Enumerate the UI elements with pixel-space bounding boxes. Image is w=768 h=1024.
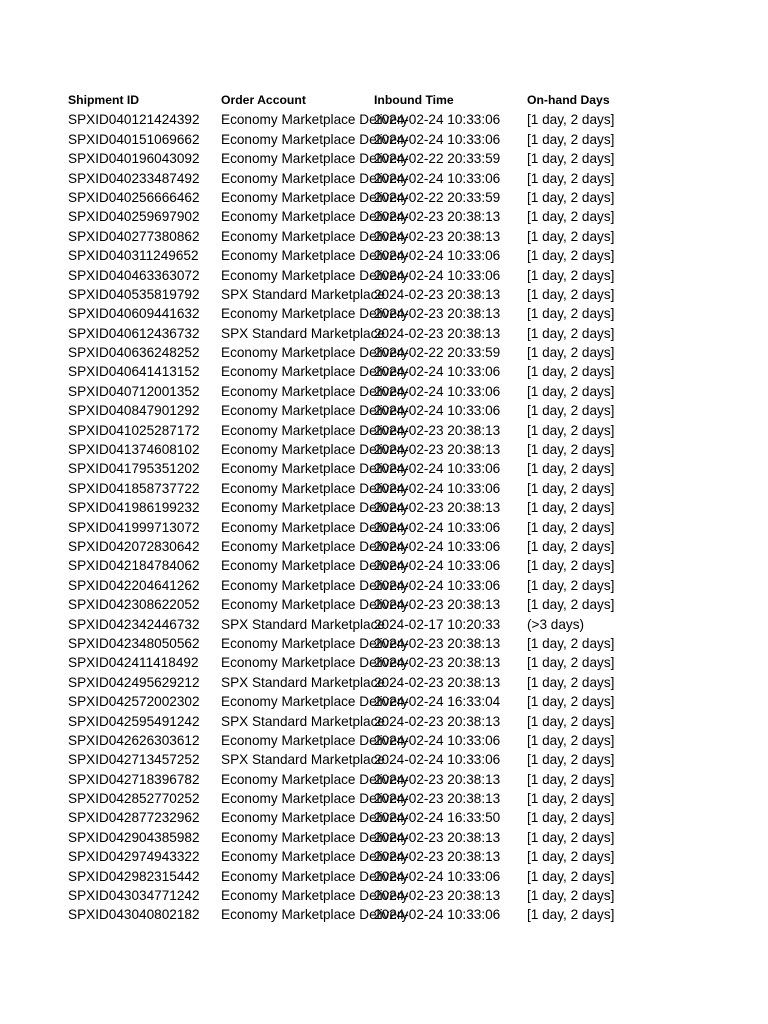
shipment-id-cell: SPXID040196043092 <box>68 151 200 167</box>
shipment-id-cell: SPXID041858737722 <box>68 480 200 496</box>
table-row <box>68 789 688 808</box>
table-row <box>68 246 688 265</box>
inbound-time-cell: 2024-02-24 16:33:04 <box>374 694 501 710</box>
table-row <box>68 905 688 924</box>
order-account-cell: Economy Marketplace Delivery <box>221 306 409 322</box>
on-hand-days-cell: [1 day, 2 days] <box>527 112 615 128</box>
shipment-id-cell: SPXID041795351202 <box>68 461 200 477</box>
order-account-cell: Economy Marketplace Delivery <box>221 189 409 205</box>
order-account-cell: Economy Marketplace Delivery <box>221 791 409 807</box>
shipment-id-cell: SPXID040277380862 <box>68 228 200 244</box>
order-account-cell: Economy Marketplace Delivery <box>221 422 409 438</box>
order-account-cell: Economy Marketplace Delivery <box>221 383 409 399</box>
order-account-cell: Economy Marketplace Delivery <box>221 771 409 787</box>
order-account-cell: Economy Marketplace Delivery <box>221 577 409 593</box>
table-row <box>68 304 688 323</box>
on-hand-days-cell: [1 day, 2 days] <box>527 597 615 613</box>
order-account-cell: SPX Standard Marketplace <box>221 325 385 341</box>
table-row <box>68 867 688 886</box>
on-hand-days-cell: [1 day, 2 days] <box>527 151 615 167</box>
shipment-id-cell: SPXID040712001352 <box>68 383 200 399</box>
inbound-time-cell: 2024-02-23 20:38:13 <box>374 442 501 458</box>
inbound-time-cell: 2024-02-24 10:33:06 <box>374 519 501 535</box>
inbound-time-cell: 2024-02-23 20:38:13 <box>374 209 501 225</box>
on-hand-days-cell: [1 day, 2 days] <box>527 461 615 477</box>
shipment-id-cell: SPXID041025287172 <box>68 422 200 438</box>
shipment-id-cell: SPXID042877232962 <box>68 810 200 826</box>
inbound-time-cell: 2024-02-24 10:33:06 <box>374 480 501 496</box>
on-hand-days-cell: [1 day, 2 days] <box>527 655 615 671</box>
table-row <box>68 828 688 847</box>
shipment-id-cell: SPXID040233487492 <box>68 170 200 186</box>
on-hand-days-cell: [1 day, 2 days] <box>527 248 615 264</box>
shipment-id-cell: SPXID041374608102 <box>68 442 200 458</box>
on-hand-days-cell: [1 day, 2 days] <box>527 635 615 651</box>
shipment-id-cell: SPXID040535819792 <box>68 286 200 302</box>
table-row <box>68 459 688 478</box>
order-account-cell: Economy Marketplace Delivery <box>221 267 409 283</box>
table-row <box>68 750 688 769</box>
on-hand-days-cell: [1 day, 2 days] <box>527 131 615 147</box>
shipment-id-cell: SPXID040151069662 <box>68 131 200 147</box>
on-hand-days-cell: [1 day, 2 days] <box>527 849 615 865</box>
inbound-time-cell: 2024-02-24 10:33:06 <box>374 248 501 264</box>
shipment-id-cell: SPXID042342446732 <box>68 616 200 632</box>
order-account-cell: Economy Marketplace Delivery <box>221 810 409 826</box>
on-hand-days-cell: [1 day, 2 days] <box>527 170 615 186</box>
inbound-time-cell: 2024-02-24 10:33:06 <box>374 364 501 380</box>
shipment-id-cell: SPXID042072830642 <box>68 538 200 554</box>
table-row <box>68 712 688 731</box>
inbound-time-cell: 2024-02-24 10:33:06 <box>374 461 501 477</box>
table-body <box>68 110 688 924</box>
table-row <box>68 130 688 149</box>
on-hand-days-cell: [1 day, 2 days] <box>527 868 615 884</box>
order-account-cell: Economy Marketplace Delivery <box>221 209 409 225</box>
order-account-cell: SPX Standard Marketplace <box>221 713 385 729</box>
inbound-time-cell: 2024-02-23 20:38:13 <box>374 422 501 438</box>
table-row <box>68 595 688 614</box>
shipment-id-cell: SPXID043034771242 <box>68 888 200 904</box>
table-row <box>68 886 688 905</box>
order-account-cell: Economy Marketplace Delivery <box>221 442 409 458</box>
table-row <box>68 207 688 226</box>
shipment-id-cell: SPXID040259697902 <box>68 209 200 225</box>
on-hand-days-cell: [1 day, 2 days] <box>527 403 615 419</box>
table-row <box>68 808 688 827</box>
shipment-id-cell: SPXID042852770252 <box>68 791 200 807</box>
table-row <box>68 421 688 440</box>
order-account-cell: Economy Marketplace Delivery <box>221 694 409 710</box>
table-row <box>68 149 688 168</box>
inbound-time-cell: 2024-02-24 10:33:06 <box>374 868 501 884</box>
inbound-time-cell: 2024-02-24 10:33:06 <box>374 267 501 283</box>
table-row <box>68 382 688 401</box>
on-hand-days-cell: [1 day, 2 days] <box>527 810 615 826</box>
on-hand-days-cell: [1 day, 2 days] <box>527 364 615 380</box>
on-hand-days-cell: [1 day, 2 days] <box>527 694 615 710</box>
table-row <box>68 615 688 634</box>
table-row <box>68 479 688 498</box>
inbound-time-cell: 2024-02-24 10:33:06 <box>374 403 501 419</box>
table-row <box>68 634 688 653</box>
shipment-id-cell: SPXID040636248252 <box>68 345 200 361</box>
shipment-id-cell: SPXID042348050562 <box>68 635 200 651</box>
inbound-time-cell: 2024-02-23 20:38:13 <box>374 771 501 787</box>
order-account-cell: Economy Marketplace Delivery <box>221 170 409 186</box>
inbound-time-cell: 2024-02-24 10:33:06 <box>374 131 501 147</box>
shipment-id-cell: SPXID043040802182 <box>68 907 200 923</box>
on-hand-days-cell: [1 day, 2 days] <box>527 558 615 574</box>
column-header-shipment-id: Shipment ID <box>68 93 140 107</box>
order-account-cell: Economy Marketplace Delivery <box>221 345 409 361</box>
order-account-cell: Economy Marketplace Delivery <box>221 868 409 884</box>
on-hand-days-cell: [1 day, 2 days] <box>527 228 615 244</box>
order-account-cell: Economy Marketplace Delivery <box>221 732 409 748</box>
table-row <box>68 227 688 246</box>
order-account-cell: Economy Marketplace Delivery <box>221 248 409 264</box>
shipment-id-cell: SPXID042982315442 <box>68 868 200 884</box>
inbound-time-cell: 2024-02-17 10:20:33 <box>374 616 501 632</box>
on-hand-days-cell: [1 day, 2 days] <box>527 771 615 787</box>
inbound-time-cell: 2024-02-23 20:38:13 <box>374 306 501 322</box>
order-account-cell: SPX Standard Marketplace <box>221 752 385 768</box>
shipment-id-cell: SPXID042308622052 <box>68 597 200 613</box>
on-hand-days-cell: [1 day, 2 days] <box>527 189 615 205</box>
table-row <box>68 110 688 129</box>
inbound-time-cell: 2024-02-24 10:33:06 <box>374 558 501 574</box>
table-row <box>68 731 688 750</box>
on-hand-days-cell: [1 day, 2 days] <box>527 519 615 535</box>
column-header-order-account: Order Account <box>221 93 306 107</box>
shipment-id-cell: SPXID042204641262 <box>68 577 200 593</box>
order-account-cell: Economy Marketplace Delivery <box>221 151 409 167</box>
shipment-id-cell: SPXID042718396782 <box>68 771 200 787</box>
order-account-cell: Economy Marketplace Delivery <box>221 403 409 419</box>
order-account-cell: Economy Marketplace Delivery <box>221 500 409 516</box>
inbound-time-cell: 2024-02-23 20:38:13 <box>374 713 501 729</box>
shipment-id-cell: SPXID040609441632 <box>68 306 200 322</box>
table-row <box>68 576 688 595</box>
table-row <box>68 518 688 537</box>
shipment-id-cell: SPXID042974943322 <box>68 849 200 865</box>
table-row <box>68 770 688 789</box>
shipment-id-cell: SPXID042595491242 <box>68 713 200 729</box>
inbound-time-cell: 2024-02-23 20:38:13 <box>374 655 501 671</box>
shipment-id-cell: SPXID040641413152 <box>68 364 200 380</box>
inbound-time-cell: 2024-02-24 10:33:06 <box>374 538 501 554</box>
shipment-id-cell: SPXID040256666462 <box>68 189 200 205</box>
table-row <box>68 692 688 711</box>
on-hand-days-cell: [1 day, 2 days] <box>527 752 615 768</box>
order-account-cell: Economy Marketplace Delivery <box>221 461 409 477</box>
shipment-id-cell: SPXID042904385982 <box>68 829 200 845</box>
order-account-cell: Economy Marketplace Delivery <box>221 519 409 535</box>
on-hand-days-cell: [1 day, 2 days] <box>527 480 615 496</box>
inbound-time-cell: 2024-02-24 10:33:06 <box>374 732 501 748</box>
order-account-cell: Economy Marketplace Delivery <box>221 538 409 554</box>
inbound-time-cell: 2024-02-23 20:38:13 <box>374 597 501 613</box>
column-header-inbound-time: Inbound Time <box>374 93 454 107</box>
inbound-time-cell: 2024-02-24 10:33:06 <box>374 112 501 128</box>
inbound-time-cell: 2024-02-23 20:38:13 <box>374 791 501 807</box>
shipment-id-cell: SPXID042626303612 <box>68 732 200 748</box>
table-row <box>68 498 688 517</box>
order-account-cell: Economy Marketplace Delivery <box>221 597 409 613</box>
table-row <box>68 673 688 692</box>
on-hand-days-cell: (>3 days) <box>527 616 585 632</box>
on-hand-days-cell: [1 day, 2 days] <box>527 577 615 593</box>
table-row <box>68 440 688 459</box>
on-hand-days-cell: [1 day, 2 days] <box>527 674 615 690</box>
on-hand-days-cell: [1 day, 2 days] <box>527 888 615 904</box>
inbound-time-cell: 2024-02-23 20:38:13 <box>374 674 501 690</box>
order-account-cell: Economy Marketplace Delivery <box>221 480 409 496</box>
shipment-id-cell: SPXID042713457252 <box>68 752 200 768</box>
order-account-cell: Economy Marketplace Delivery <box>221 849 409 865</box>
shipment-id-cell: SPXID040311249652 <box>68 248 199 264</box>
order-account-cell: Economy Marketplace Delivery <box>221 228 409 244</box>
order-account-cell: Economy Marketplace Delivery <box>221 112 409 128</box>
table-header-row <box>68 91 688 110</box>
shipment-id-cell: SPXID042411418492 <box>68 655 199 671</box>
shipment-id-cell: SPXID040121424392 <box>68 112 200 128</box>
order-account-cell: Economy Marketplace Delivery <box>221 558 409 574</box>
shipment-id-cell: SPXID042495629212 <box>68 674 200 690</box>
table-row <box>68 362 688 381</box>
inbound-time-cell: 2024-02-24 16:33:50 <box>374 810 501 826</box>
table-row <box>68 266 688 285</box>
order-account-cell: SPX Standard Marketplace <box>221 616 385 632</box>
order-account-cell: Economy Marketplace Delivery <box>221 635 409 651</box>
table-row <box>68 556 688 575</box>
on-hand-days-cell: [1 day, 2 days] <box>527 538 615 554</box>
on-hand-days-cell: [1 day, 2 days] <box>527 345 615 361</box>
shipment-id-cell: SPXID040463363072 <box>68 267 200 283</box>
order-account-cell: Economy Marketplace Delivery <box>221 888 409 904</box>
shipment-id-cell: SPXID040847901292 <box>68 403 200 419</box>
on-hand-days-cell: [1 day, 2 days] <box>527 791 615 807</box>
inbound-time-cell: 2024-02-24 10:33:06 <box>374 383 501 399</box>
on-hand-days-cell: [1 day, 2 days] <box>527 422 615 438</box>
inbound-time-cell: 2024-02-22 20:33:59 <box>374 151 501 167</box>
table-row <box>68 537 688 556</box>
on-hand-days-cell: [1 day, 2 days] <box>527 442 615 458</box>
on-hand-days-cell: [1 day, 2 days] <box>527 286 615 302</box>
table-row <box>68 401 688 420</box>
inbound-time-cell: 2024-02-23 20:38:13 <box>374 888 501 904</box>
table-row <box>68 324 688 343</box>
order-account-cell: Economy Marketplace Delivery <box>221 829 409 845</box>
inbound-time-cell: 2024-02-23 20:38:13 <box>374 635 501 651</box>
shipment-id-cell: SPXID042184784062 <box>68 558 200 574</box>
table-row <box>68 188 688 207</box>
on-hand-days-cell: [1 day, 2 days] <box>527 500 615 516</box>
on-hand-days-cell: [1 day, 2 days] <box>527 829 615 845</box>
on-hand-days-cell: [1 day, 2 days] <box>527 732 615 748</box>
on-hand-days-cell: [1 day, 2 days] <box>527 325 615 341</box>
table-row <box>68 285 688 304</box>
shipment-table <box>68 91 688 925</box>
on-hand-days-cell: [1 day, 2 days] <box>527 267 615 283</box>
on-hand-days-cell: [1 day, 2 days] <box>527 907 615 923</box>
shipment-id-cell: SPXID041999713072 <box>68 519 200 535</box>
table-row <box>68 653 688 672</box>
on-hand-days-cell: [1 day, 2 days] <box>527 713 615 729</box>
order-account-cell: SPX Standard Marketplace <box>221 286 385 302</box>
on-hand-days-cell: [1 day, 2 days] <box>527 209 615 225</box>
inbound-time-cell: 2024-02-24 10:33:06 <box>374 752 501 768</box>
column-header-on-hand-days: On-hand Days <box>527 93 610 107</box>
order-account-cell: Economy Marketplace Delivery <box>221 907 409 923</box>
inbound-time-cell: 2024-02-24 10:33:06 <box>374 170 501 186</box>
shipment-id-cell: SPXID041986199232 <box>68 500 200 516</box>
table-row <box>68 343 688 362</box>
inbound-time-cell: 2024-02-24 10:33:06 <box>374 907 501 923</box>
on-hand-days-cell: [1 day, 2 days] <box>527 383 615 399</box>
inbound-time-cell: 2024-02-23 20:38:13 <box>374 500 501 516</box>
inbound-time-cell: 2024-02-22 20:33:59 <box>374 189 501 205</box>
table-row <box>68 847 688 866</box>
on-hand-days-cell: [1 day, 2 days] <box>527 306 615 322</box>
inbound-time-cell: 2024-02-23 20:38:13 <box>374 849 501 865</box>
order-account-cell: Economy Marketplace Delivery <box>221 655 409 671</box>
table-row <box>68 169 688 188</box>
order-account-cell: SPX Standard Marketplace <box>221 674 385 690</box>
inbound-time-cell: 2024-02-24 10:33:06 <box>374 577 501 593</box>
order-account-cell: Economy Marketplace Delivery <box>221 131 409 147</box>
inbound-time-cell: 2024-02-23 20:38:13 <box>374 829 501 845</box>
inbound-time-cell: 2024-02-23 20:38:13 <box>374 286 501 302</box>
shipment-id-cell: SPXID040612436732 <box>68 325 200 341</box>
shipment-id-cell: SPXID042572002302 <box>68 694 200 710</box>
inbound-time-cell: 2024-02-23 20:38:13 <box>374 228 501 244</box>
inbound-time-cell: 2024-02-22 20:33:59 <box>374 345 501 361</box>
inbound-time-cell: 2024-02-23 20:38:13 <box>374 325 501 341</box>
order-account-cell: Economy Marketplace Delivery <box>221 364 409 380</box>
